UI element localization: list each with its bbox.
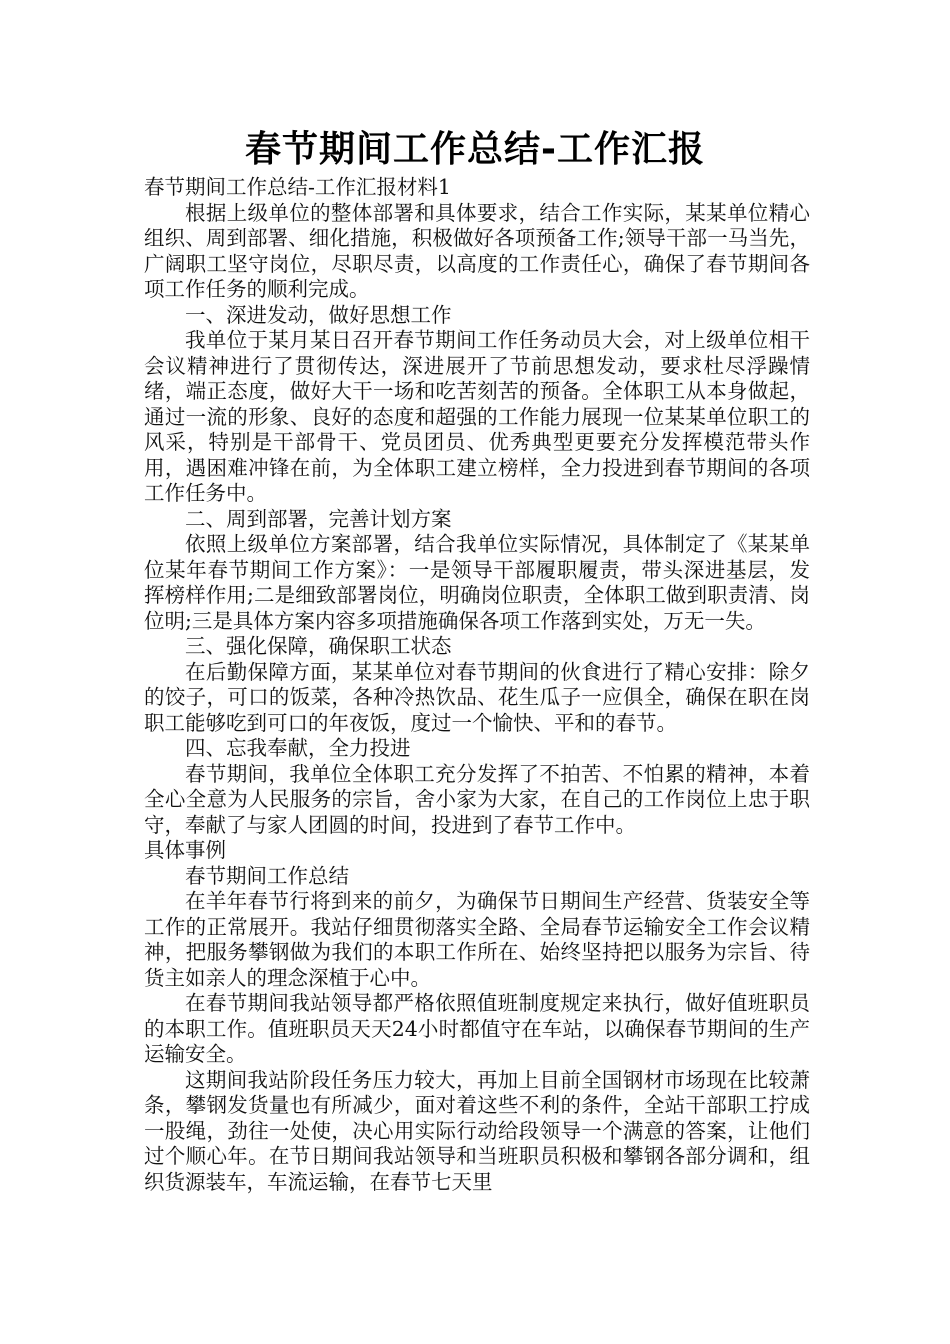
document-body [144, 175, 810, 1195]
paragraph: 二、周到部署，完善计划方案 [185, 506, 452, 531]
paragraph: 这期间我站阶段任务压力较大，再加上目前全国钢材市场现在比较萧条，攀钢发货量也有所减少，面对着这些不利的条件，全站干部职工拧成一股绳，劲往一处使，决心用实际行动给段领导一个满意的答案，让他们过个顺心年。在节日期间我站领导和当班职员积极和攀钢各部分调和，组织货源装车，车流运输，在春节七天里 [144, 1067, 810, 1194]
paragraph: 根据上级单位的整体部署和具体要求，结合工作实际，某某单位精心组织、周到部署、细化措施，积极做好各项预备工作;领导干部一马当先，广阔职工坚守岗位，尽职尽责，以高度的工作责任心，确保了春节期间各项工作任务的顺利完成。 [144, 200, 810, 301]
paragraph: 在羊年春节行将到来的前夕，为确保节日期间生产经营、货装安全等工作的正常展开。我站仔细贯彻落实全路、全局春节运输安全工作会议精神，把服务攀钢做为我们的本职工作所在、始终坚持把以服务为宗旨、待货主如亲人的理念深植于心中。 [144, 889, 810, 990]
paragraph: 春节期间工作总结 [185, 863, 349, 888]
paragraph: 春节期间工作总结-工作汇报材料1 [144, 175, 451, 199]
paragraph: 在后勤保障方面，某某单位对春节期间的伙食进行了精心安排：除夕的饺子，可口的饭菜，各种冷热饮品、花生瓜子一应俱全，确保在职在岗职工能够吃到可口的年夜饭，度过一个愉快、平和的春节。 [144, 659, 810, 735]
paragraph: 具体事例 [144, 838, 226, 862]
paragraph: 三、强化保障，确保职工状态 [185, 634, 452, 658]
paragraph: 四、忘我奉献，全力投进 [185, 736, 411, 760]
document-title: 春节期间工作总结-工作汇报 [245, 129, 705, 170]
paragraph: 在春节期间我站领导都严格依照值班制度规定来执行，做好值班职员的本职工作。值班职员天天24小时都值守在车站，以确保春节期间的生产运输安全。 [144, 991, 810, 1066]
paragraph: 我单位于某月某日召开春节期间工作任务动员大会，对上级单位相干会议精神进行了贯彻传达，深进展开了节前思想发动，要求杜尽浮躁情绪，端正态度，做好大干一场和吃苦刻苦的预备。全体职工从本身做起，通过一流的形象、良好的态度和超强的工作能力展现一位某某单位职工的风采，特别是干部骨干、党员团员、优秀典型更要充分发挥模范带头作用，遇困难冲锋在前，为全体职工建立榜样，全力投进到春节期间的各项工作任务中。 [144, 328, 810, 505]
paragraph: 春节期间，我单位全体职工充分发挥了不拍苦、不怕累的精神，本着全心全意为人民服务的宗旨，舍小家为大家，在自己的工作岗位上忠于职守，奉献了与家人团圆的时间，投进到了春节工作中。 [144, 761, 810, 837]
paragraph: 依照上级单位方案部署，结合我单位实际情况，具体制定了《某某单位某年春节期间工作方案》：一是领导干部履职履责，带头深进基层，发挥榜样作用;二是细致部署岗位，明确岗位职责，全体职工做到职责清、岗位明;三是具体方案内容多项措施确保各项工作落到实处，万无一失。 [144, 532, 810, 633]
paragraph: 一、深进发动，做好思想工作 [185, 302, 452, 327]
